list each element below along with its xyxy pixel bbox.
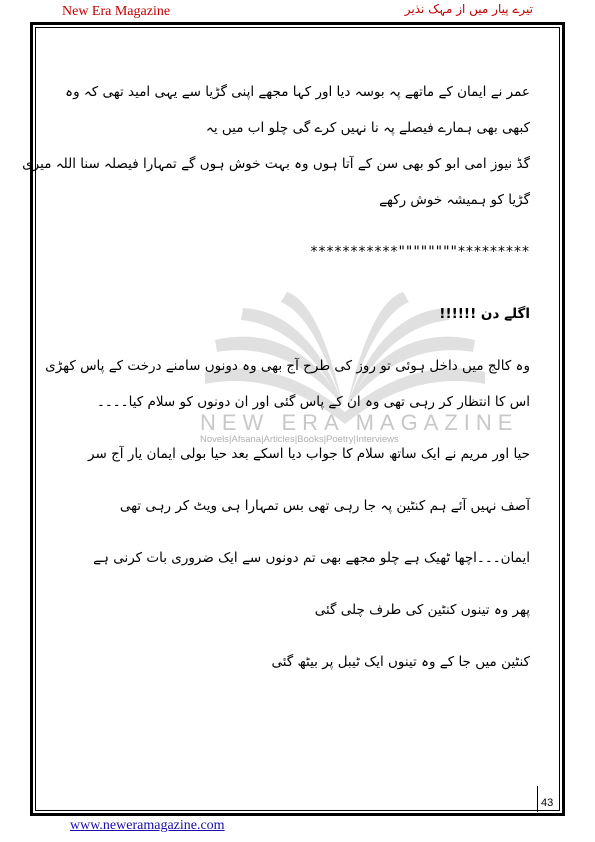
scene-separator: ***********""""""""********* <box>310 244 530 260</box>
paragraph-line: عمر نے ایمان کے ماتھے پہ بوسہ دیا اور کہا مجھے اپنی گڑیا سے یہی امید تھی کہ وہ <box>65 84 530 100</box>
story-title: تیرے پیار میں از مہک نذیر <box>404 2 533 16</box>
paragraph-line: پھر وہ تینوں کنٹین کی طرف چلی گئی <box>314 602 530 618</box>
page-number: 43 <box>541 797 554 809</box>
website-link[interactable]: www.neweramagazine.com <box>70 818 225 833</box>
paragraph-line: ایمان۔۔۔اچھا ٹھیک ہے چلو مجھے بھی تم دونوں سے ایک ضروری بات کرنی ہے <box>93 550 530 566</box>
paragraph-line: کبھی بھی ہمارے فیصلے پہ نا نہیں کرے گی چلو اب میں یہ <box>205 120 530 136</box>
watermark-title: NEW ERA MAGAZINE <box>200 410 519 435</box>
paragraph-line: آصف نہیں آئے ہم کنٹین پہ جا رہی تھی بس تمہارا ہی ویٹ کر رہی تھی <box>119 498 530 514</box>
section-heading: اگلے دن !!!!!! <box>439 306 530 322</box>
watermark-subtitle: Novels|Afsana|Articles|Books|Poetry|Interviews <box>200 434 399 445</box>
paragraph-line: گڑیا کو ہمیشہ خوش رکھے <box>379 192 530 208</box>
page-number-divider <box>537 786 538 812</box>
paragraph-line: کنٹین میں جا کے وہ تینوں ایک ٹیبل پر بیٹھ گئی <box>271 654 530 670</box>
paragraph-line: گڈ نیوز امی ابو کو بھی سن کے آتا ہوں وہ بہت خوش ہوں گے تمہارا فیصلہ سنا اللہ میری <box>22 156 530 172</box>
paragraph-line: حیا اور مریم نے ایک ساتھ سلام کا جواب دیا اسکے بعد حیا بولی ایمان یار آج سر <box>88 446 530 462</box>
paragraph-line: وہ کالج میں داخل ہوئی تو روز کی طرح آج بھی وہ دونوں سامنے درخت کے پاس کھڑی <box>45 358 530 374</box>
paragraph-line: اس کا انتظار کر رہی تھی وہ ان کے پاس گئی اور ان دونوں کو سلام کیا۔۔۔۔ <box>96 394 530 410</box>
magazine-name: New Era Magazine <box>62 4 171 19</box>
story-body <box>22 80 530 674</box>
